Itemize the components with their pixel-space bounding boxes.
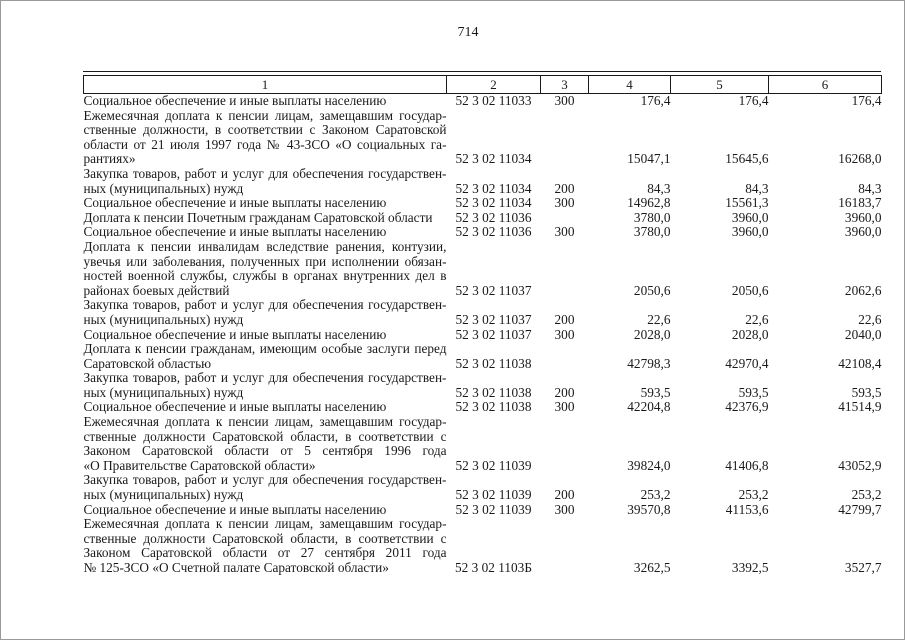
amount-col6-cell: 176,4 — [851, 93, 882, 108]
row-title-cell — [84, 371, 447, 400]
text-line: ностей военной службы, службы в органах внутренних дел в — [83, 268, 447, 284]
expense-group-cell — [541, 109, 589, 167]
table-row — [84, 196, 882, 211]
classification-code-cell: 52 3 02 11038 — [455, 384, 532, 400]
text-line: Ежемесячная доплата к пенсии лицам, замещавшим государ- — [83, 516, 447, 532]
text-line: Закупка товаров, работ и услуг для обеспечения государствен- — [83, 165, 447, 181]
column-header-2: 2 — [447, 76, 541, 94]
text-line: Закупка товаров, работ и услуг для обеспечения государствен- — [83, 297, 447, 313]
classification-code-cell: 52 3 02 11034 — [455, 151, 532, 167]
amount-col5-cell: 3392,5 — [731, 560, 769, 575]
column-header-5: 5 — [671, 76, 769, 94]
expense-group-cell: 200 — [554, 311, 575, 327]
text-line: области от 21 июля 1997 года № 43-ЗСО «О социальных га- — [83, 136, 447, 152]
amount-col4-cell: 3262,5 — [633, 560, 671, 575]
text-line: рантиях» — [83, 151, 136, 167]
amount-col6-cell: 43052,9 — [838, 457, 882, 473]
column-header-6: 6 — [769, 76, 882, 94]
text-line: Социальное обеспечение и иные выплаты населению — [83, 326, 387, 342]
column-header-4: 4 — [589, 76, 671, 94]
amount-col4-cell: 42204,8 — [627, 399, 671, 415]
amount-col5-cell: 42376,9 — [725, 399, 769, 415]
amount-col4-cell: 22,6 — [647, 311, 671, 327]
amount-col4-cell: 593,5 — [640, 384, 671, 400]
text-line: ных (муниципальных) нужд — [83, 487, 244, 503]
classification-code-cell: 52 3 02 11039 — [455, 457, 532, 473]
expense-group-cell — [541, 211, 589, 226]
table-row — [84, 328, 882, 343]
expense-group-cell: 200 — [554, 180, 575, 196]
table-row — [84, 503, 882, 518]
classification-code-cell: 52 3 02 11037 — [455, 282, 532, 298]
text-line: Законом Саратовской области от 5 сентября 1996 года — [83, 443, 447, 459]
amount-col5-cell: 15561,3 — [725, 195, 769, 211]
text-line: ных (муниципальных) нужд — [83, 180, 244, 196]
table-row — [84, 167, 882, 196]
expense-group-cell: 300 — [554, 93, 575, 108]
text-line: Саратовской областью — [83, 355, 212, 371]
row-title-cell — [84, 298, 447, 327]
expense-group-cell: 300 — [554, 224, 575, 240]
row-title-cell — [84, 328, 447, 343]
amount-col5-cell: 2050,6 — [731, 282, 769, 298]
text-line: Доплата к пенсии инвалидам вследствие ранения, контузии, — [83, 238, 447, 254]
table-row — [84, 342, 882, 371]
table-row — [84, 371, 882, 400]
amount-col5-cell: 41153,6 — [725, 501, 769, 517]
amount-col6-cell: 84,3 — [858, 180, 882, 196]
table-row — [84, 298, 882, 327]
text-line: Социальное обеспечение и иные выплаты населению — [83, 195, 387, 211]
classification-code-cell: 52 3 02 11037 — [455, 311, 532, 327]
classification-code-cell: 52 3 02 11037 — [455, 326, 532, 342]
column-header-3: 3 — [541, 76, 589, 94]
amount-col4-cell: 3780,0 — [633, 224, 671, 240]
amount-col5-cell: 176,4 — [738, 93, 769, 108]
classification-code-cell: 52 3 02 1103Б — [455, 560, 532, 575]
amount-col6-cell: 16183,7 — [838, 195, 882, 211]
amount-col4-cell: 39570,8 — [627, 501, 671, 517]
classification-code-cell: 52 3 02 11038 — [455, 399, 532, 415]
amount-col4-cell: 14962,8 — [627, 195, 671, 211]
text-line: ных (муниципальных) нужд — [83, 384, 244, 400]
classification-code-cell: 52 3 02 11036 — [455, 224, 532, 240]
amount-col5-cell: 15645,6 — [725, 151, 769, 167]
text-line: районах боевых действий — [83, 282, 230, 298]
row-title-cell — [84, 415, 447, 473]
table-row — [84, 415, 882, 473]
amount-col5-cell: 42970,4 — [725, 355, 769, 371]
amount-col5-cell: 3960,0 — [731, 224, 769, 240]
text-line: ственные должности, в соответствии с Законом Саратовской — [83, 122, 447, 138]
row-title-cell — [84, 342, 447, 371]
classification-code-cell: 52 3 02 11033 — [455, 93, 532, 108]
amount-col6-cell: 3527,7 — [844, 560, 882, 575]
text-line: ных (муниципальных) нужд — [83, 311, 244, 327]
amount-col4-cell: 2028,0 — [633, 326, 671, 342]
classification-code-cell: 52 3 02 11038 — [455, 355, 532, 371]
amount-col4-cell: 39824,0 — [627, 457, 671, 473]
amount-col6-cell: 22,6 — [858, 311, 882, 327]
text-line: Социальное обеспечение и иные выплаты населению — [83, 93, 387, 108]
text-line: Социальное обеспечение и иные выплаты населению — [83, 399, 387, 415]
row-title-cell — [84, 400, 447, 415]
text-line: «О Правительстве Саратовской области» — [83, 457, 316, 473]
column-header-1: 1 — [84, 76, 447, 94]
row-title-cell — [84, 211, 447, 226]
amount-col4-cell: 84,3 — [647, 180, 671, 196]
row-title-cell — [84, 109, 447, 167]
classification-code-cell: 52 3 02 11036 — [455, 209, 532, 225]
expense-group-cell: 300 — [554, 501, 575, 517]
table-row — [84, 240, 882, 298]
table-header-row — [84, 76, 882, 94]
text-line: ственные должности Саратовской области, в соответствии с — [83, 428, 447, 444]
page-number: 714 — [457, 25, 479, 40]
budget-table-section — [83, 71, 881, 576]
row-title-cell — [84, 240, 447, 298]
expense-group-cell: 300 — [554, 195, 575, 211]
amount-col6-cell: 253,2 — [851, 487, 882, 503]
amount-col6-cell: 593,5 — [851, 384, 882, 400]
amount-col6-cell: 3960,0 — [844, 224, 882, 240]
amount-col5-cell: 253,2 — [738, 487, 769, 503]
amount-col4-cell: 15047,1 — [627, 151, 671, 167]
amount-col4-cell: 176,4 — [640, 93, 671, 108]
text-line: Закупка товаров, работ и услуг для обеспечения государствен- — [83, 370, 447, 386]
row-title-cell — [84, 473, 447, 502]
text-line: ственные должности Саратовской области, в соответствии с — [83, 530, 447, 546]
expense-group-cell — [541, 415, 589, 473]
text-line: Доплата к пенсии Почетным гражданам Саратовской области — [83, 209, 433, 225]
expense-group-cell — [541, 517, 589, 575]
amount-col5-cell: 22,6 — [745, 311, 769, 327]
table-body — [84, 94, 882, 576]
table-row — [84, 517, 882, 575]
row-title-cell — [84, 517, 447, 575]
text-line: Доплата к пенсии гражданам, имеющим особые заслуги перед — [83, 341, 447, 357]
classification-code-cell: 52 3 02 11034 — [455, 195, 532, 211]
table-row — [84, 109, 882, 167]
expense-group-cell — [541, 240, 589, 298]
row-title-cell — [84, 225, 447, 240]
text-line: Социальное обеспечение и иные выплаты населению — [83, 224, 387, 240]
amount-col6-cell: 42799,7 — [838, 501, 882, 517]
text-line: Закупка товаров, работ и услуг для обеспечения государствен- — [83, 472, 447, 488]
row-title-cell — [84, 167, 447, 196]
amount-col6-cell: 41514,9 — [838, 399, 882, 415]
table-row — [84, 400, 882, 415]
text-line: увечья или заболевания, полученных при исполнении обязан- — [83, 253, 447, 269]
expense-group-cell: 200 — [554, 384, 575, 400]
amount-col4-cell: 253,2 — [640, 487, 671, 503]
text-line: Законом Саратовской области от 27 сентября 2011 года — [83, 545, 447, 561]
classification-code-cell: 52 3 02 11039 — [455, 487, 532, 503]
table-top-rule — [83, 71, 881, 72]
amount-col5-cell: 2028,0 — [731, 326, 769, 342]
expense-group-cell: 300 — [554, 326, 575, 342]
amount-col6-cell: 2040,0 — [844, 326, 882, 342]
expense-group-cell: 200 — [554, 487, 575, 503]
row-title-cell — [84, 94, 447, 109]
amount-col4-cell: 42798,3 — [627, 355, 671, 371]
text-line: № 125-ЗСО «О Счетной палате Саратовской области» — [83, 560, 389, 575]
amount-col5-cell: 84,3 — [745, 180, 769, 196]
amount-col6-cell: 3960,0 — [844, 209, 882, 225]
amount-col4-cell: 2050,6 — [633, 282, 671, 298]
text-line: Ежемесячная доплата к пенсии лицам, замещавшим государ- — [83, 414, 447, 430]
expense-group-cell: 300 — [554, 399, 575, 415]
amount-col5-cell: 41406,8 — [725, 457, 769, 473]
row-title-cell — [84, 503, 447, 518]
amount-col6-cell: 16268,0 — [838, 151, 882, 167]
amount-col5-cell: 593,5 — [738, 384, 769, 400]
table-row — [84, 94, 882, 109]
table-row — [84, 473, 882, 502]
classification-code-cell: 52 3 02 11034 — [455, 180, 532, 196]
amount-col4-cell: 3780,0 — [633, 209, 671, 225]
budget-table — [83, 75, 882, 576]
table-row — [84, 211, 882, 226]
row-title-cell — [84, 196, 447, 211]
amount-col6-cell: 2062,6 — [844, 282, 882, 298]
text-line: Социальное обеспечение и иные выплаты населению — [83, 501, 387, 517]
amount-col5-cell: 3960,0 — [731, 209, 769, 225]
table-row — [84, 225, 882, 240]
text-line: Ежемесячная доплата к пенсии лицам, замещавшим государ- — [83, 107, 447, 123]
amount-col6-cell: 42108,4 — [838, 355, 882, 371]
expense-group-cell — [541, 342, 589, 371]
classification-code-cell: 52 3 02 11039 — [455, 501, 532, 517]
